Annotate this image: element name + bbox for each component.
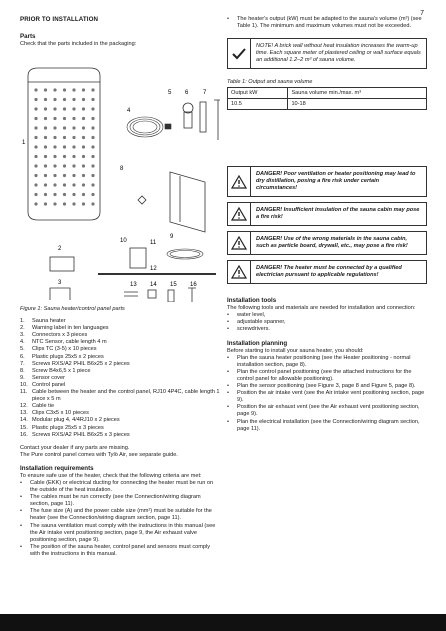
list-item-text: Plan the control panel positioning (see the attached instructions for the control panel for allowable positioning). (237, 368, 412, 382)
parts-illustration (20, 52, 220, 302)
part-number: 5. (20, 346, 25, 353)
fig-label: 16 (190, 282, 197, 289)
list-item (227, 383, 427, 390)
list-item-text: Plan the electrical installation (see the Connection/wiring diagram section, page 11). (237, 418, 420, 432)
list-item (20, 425, 220, 432)
danger-box (227, 202, 427, 226)
list-item (20, 389, 220, 403)
part-number: 16. (20, 431, 28, 438)
list-item (227, 326, 427, 333)
warning-triangle-icon (228, 232, 251, 254)
parts-intro: Check that the parts included in the packaging: (20, 41, 137, 47)
fig-label: 1 (22, 140, 26, 147)
part-name: Plastic plugs 25x5 x 3 pieces (32, 424, 104, 431)
contact-text-2: The Pure control panel comes with Tylö Air, see separate guide. (20, 451, 178, 458)
cable-drawing (167, 249, 203, 259)
fig-label: 6 (185, 90, 189, 97)
list-item (227, 390, 427, 404)
bullet: • (227, 418, 229, 425)
tools-intro: The following tools and materials are needed for installation and connection: (227, 305, 416, 312)
list-item (20, 508, 220, 522)
list-item (227, 319, 427, 326)
clip-body-drawing (184, 112, 192, 128)
part-name: Sensor cover (32, 374, 65, 381)
part-name: Plastic plugs 25x5 x 2 pieces (32, 353, 104, 360)
bullet: • (227, 383, 229, 390)
list-item (227, 355, 427, 369)
fig-label: 8 (120, 166, 124, 173)
modular-plug-drawing (148, 290, 156, 298)
bullet: • (227, 390, 229, 397)
ntc-sensor-drawing (127, 117, 171, 137)
fig-label: 12 (150, 266, 157, 273)
list-item-text: Plan the sauna heater positioning (see the Heater positioning - normal installation section, page 8). (237, 354, 411, 368)
part-number: 8. (20, 367, 25, 374)
parts-heading: Parts (20, 33, 36, 40)
warning-triangle-icon (228, 203, 251, 225)
part-name: Clips TC (3-5) x 10 pieces (32, 346, 97, 353)
part-name: Screws RXS/A2 PHIL B6x25 x 3 pieces (32, 431, 130, 438)
list-item (227, 369, 427, 383)
list-item (20, 480, 220, 494)
danger-text: DANGER! Use of the wrong materials in the sauna cabin, such as particle board, drywall, etc., may pose a fire risk! (256, 236, 408, 250)
page-number: 7 (420, 10, 424, 17)
list-item-text: Plan the sensor positioning (see Figure 3, page 8 and Figure 5, page 8). (237, 383, 416, 390)
list-item (20, 523, 220, 544)
part-number: 2. (20, 325, 25, 332)
right-column (227, 16, 427, 433)
fig-label: 4 (127, 108, 131, 115)
output-table (227, 87, 427, 110)
table-row (228, 88, 427, 99)
bullet: • (20, 479, 22, 486)
fig-label: 13 (130, 282, 137, 289)
part-name: Screw B4x6,5 x 1 piece (32, 367, 91, 374)
warning-label-drawing (50, 257, 74, 271)
list-item (20, 417, 220, 424)
part-number: 4. (20, 339, 25, 346)
list-item (20, 325, 220, 332)
page-footer-bar (0, 614, 446, 631)
bullet: • (20, 494, 22, 501)
note-box (227, 38, 427, 69)
requirements-list (20, 480, 220, 558)
list-item (20, 354, 220, 361)
part-number: 6. (20, 353, 25, 360)
parts-list (20, 318, 220, 439)
planning-intro: Before starting to install your sauna heater, you should: (227, 347, 364, 354)
part-name: Sauna heater (32, 318, 66, 325)
warning-triangle-icon (228, 167, 251, 196)
pencil-check-icon (228, 39, 251, 68)
figure-caption: Figure 1: Sauna heater/control panel parts (20, 306, 125, 313)
list-item (20, 494, 220, 508)
table-row (228, 99, 427, 110)
list-item (20, 432, 220, 439)
requirements-intro: To ensure safe use of the heater, check that the following criteria are met: (20, 472, 202, 479)
clips-c-drawing (124, 292, 138, 296)
plastic-plug-drawing (200, 102, 206, 132)
part-number: 9. (20, 374, 25, 381)
bullet: • (20, 522, 22, 529)
list-item-text: The sauna ventilation must comply with the instructions in this manual (see the Air intake vent positioning section, page 9, the Air exhaust valve positioning section, page 9). (30, 522, 216, 543)
bullet: • (20, 543, 22, 550)
clip-drawing (183, 103, 193, 113)
list-item-text: Position the air exhaust vent (see the Air exhaust vent positioning section, page 9). (237, 404, 420, 418)
danger-text: DANGER! The heater must be connected by a qualified electrician pursuant to applicable regulations! (256, 265, 402, 279)
fig-label: 2 (58, 246, 62, 253)
parts-figure (20, 52, 220, 302)
contact-text-1: Contact your dealer if any parts are missing. (20, 444, 130, 451)
list-item (227, 419, 427, 433)
fig-label: 15 (170, 282, 177, 289)
danger-box (227, 260, 427, 284)
list-item (20, 410, 220, 417)
fig-label: 3 (58, 280, 62, 287)
list-item-text: The position of the sauna heater, control panel and sensors must comply with the instructions in this manual. (30, 543, 211, 557)
bullet: • (227, 319, 229, 326)
list-item (20, 332, 220, 339)
part-number: 15. (20, 424, 28, 431)
list-item (20, 375, 220, 382)
table-cell: 10.5 (228, 99, 288, 110)
part-name: NTC Sensor, cable length 4 m (32, 339, 107, 346)
fig-label: 5 (168, 90, 172, 97)
danger-list (227, 166, 427, 284)
plastic-plugs-drawing (168, 290, 174, 302)
list-item (20, 318, 220, 325)
part-number: 10. (20, 381, 28, 388)
list-item (20, 544, 220, 558)
list-item (20, 339, 220, 346)
list-item-text: Cable (EKK) or electrical ducting for connecting the heater must be run on the outside of the heat insulation. (30, 479, 214, 494)
list-item (20, 368, 220, 375)
bullet: • (227, 368, 229, 375)
list-item (227, 312, 427, 319)
planning-list (227, 355, 427, 433)
screw-drawing (214, 100, 220, 140)
left-column (20, 16, 220, 558)
requirements-heading: Installation requirements (20, 464, 94, 472)
table-caption: Table 1: Output and sauna volume (227, 79, 313, 86)
list-item (20, 382, 220, 389)
section-title: PRIOR TO INSTALLATION (20, 16, 99, 23)
part-number: 3. (20, 332, 25, 339)
part-name: Clips C3x5 x 10 pieces (32, 410, 89, 417)
bullet: • (20, 508, 22, 515)
table-header-cell: Sauna volume min./max. m³ (288, 88, 427, 99)
part-name: Modular plug 4, 4/4RJ10 x 2 pieces (32, 417, 120, 424)
part-number: 14. (20, 417, 28, 424)
part-number: 11. (20, 389, 28, 396)
list-item (20, 346, 220, 353)
danger-box (227, 166, 427, 197)
sauna-heater-drawing (28, 68, 100, 220)
table-cell: 10-18 (288, 99, 427, 110)
output-bullet-list (227, 16, 427, 30)
bullet: • (227, 312, 229, 319)
screws-drawing (188, 288, 196, 302)
tools-list (227, 312, 427, 333)
control-panel-drawing (130, 248, 146, 268)
part-name: Cable between the heater and the control panel, RJ10 4P4C, cable length 1 piece x 5 m (32, 389, 220, 403)
part-name: Cable tie (32, 403, 55, 410)
list-item-text: adjustable spanner, (237, 319, 286, 326)
list-item (227, 404, 427, 418)
part-name: Warning label in ten languages (32, 325, 109, 332)
part-number: 7. (20, 360, 25, 367)
sensor-cover-drawing (170, 172, 205, 232)
tools-heading: Installation tools (227, 297, 277, 305)
bullet: • (227, 354, 229, 361)
list-item: • The heater's output (kW) must be adapted to the sauna's volume (m³) (see Table 1). The minimum and maximum volumes must not be exceeded. (227, 16, 422, 30)
part-name: Screws RXS/A2 PHIL B6x25 x 2 pieces (32, 360, 130, 367)
danger-box (227, 231, 427, 255)
list-item-text: screwdrivers. (237, 326, 270, 333)
list-item (20, 403, 220, 410)
part-number: 1. (20, 318, 25, 325)
part-name: Control panel (32, 381, 66, 388)
screw-small-drawing (138, 196, 146, 204)
list-item (20, 361, 220, 368)
danger-text: DANGER! Insufficient insulation of the sauna cabin may pose a fire risk! (256, 207, 420, 221)
fig-label: 14 (150, 282, 157, 289)
list-item-text: Position the air intake vent (see the Air intake vent positioning section, page 9). (237, 390, 425, 404)
list-item-text: The cables must be run correctly (see the Connection/wiring diagram section, page 11). (30, 494, 201, 508)
fig-label: 9 (170, 234, 174, 241)
fig-label: 11 (150, 240, 157, 247)
warning-triangle-icon (228, 261, 251, 283)
connectors-drawing (50, 288, 70, 300)
planning-heading: Installation planning (227, 339, 288, 347)
bullet: • (227, 404, 229, 411)
danger-text: DANGER! Poor ventilation or heater positioning may lead to dry distillation, posing a fire risk under certain circumstances! (256, 171, 416, 192)
part-number: 13. (20, 410, 28, 417)
fig-label: 7 (203, 90, 207, 97)
list-item-text: water level, (237, 312, 266, 319)
list-item-text: The fuse size (A) and the power cable size (mm²) must be suitable for the heater (see the Connection/wiring diagram section, page 11). (30, 508, 212, 522)
table-header-cell: Output kW (228, 88, 288, 99)
bullet: • (227, 326, 229, 333)
fig-label: 10 (120, 238, 127, 245)
part-number: 12. (20, 403, 28, 410)
part-name: Connectors x 3 pieces (32, 332, 88, 339)
note-text: NOTE! A brick wall without heat insulation increases the warm-up time. Each square meter of plastered ceiling or wall surface equals an additional 1.2–2 m³ of sauna volume. (256, 43, 421, 64)
